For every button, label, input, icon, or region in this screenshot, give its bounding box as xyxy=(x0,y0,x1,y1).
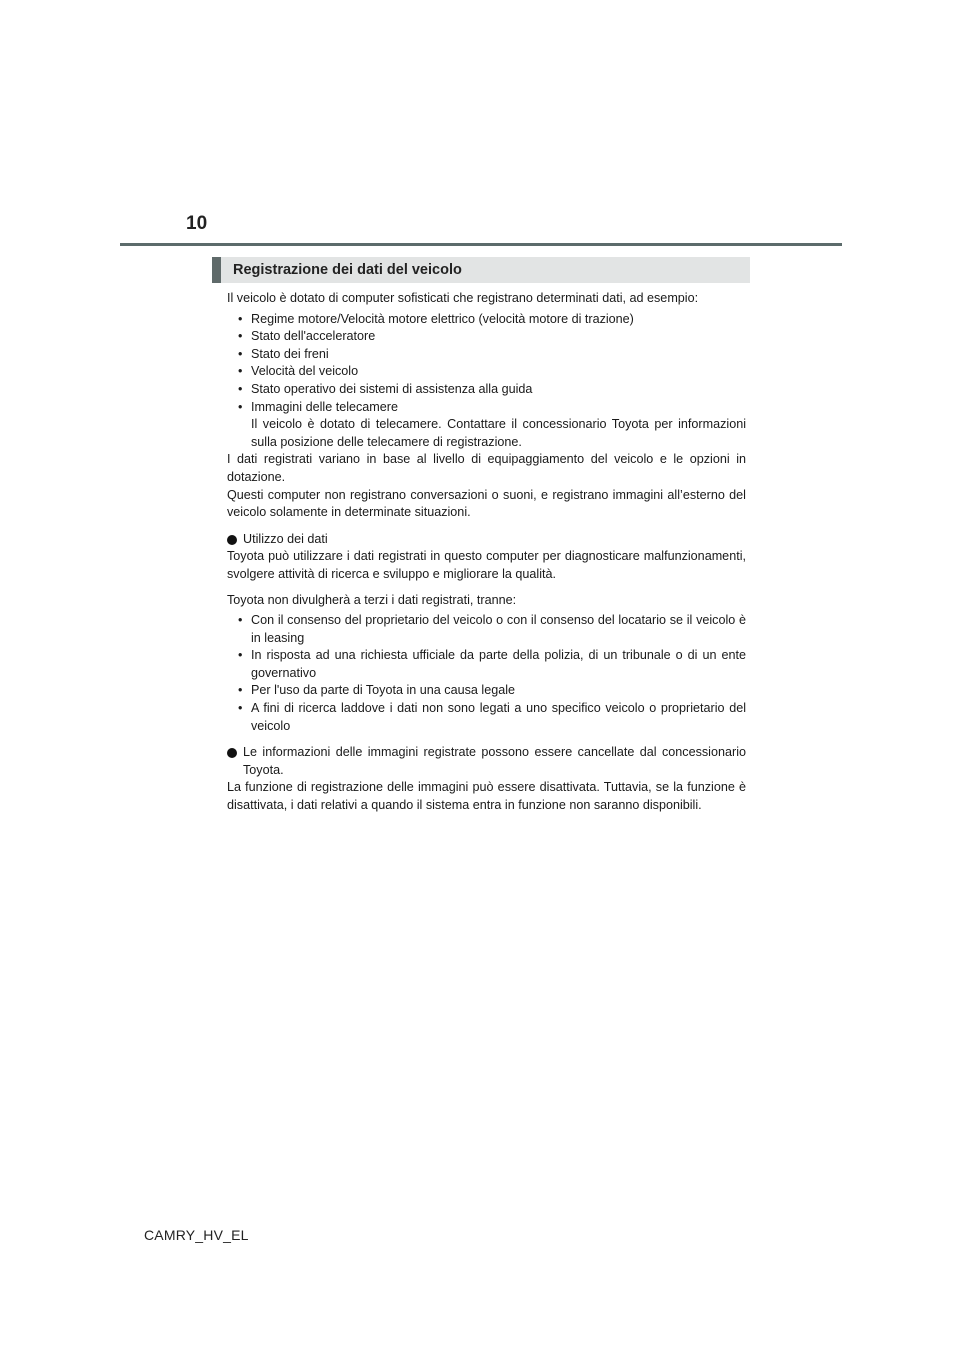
section-title: Registrazione dei dati del veicolo xyxy=(212,257,750,283)
bullet-dot-icon xyxy=(227,748,237,758)
list-item: • Con il consenso del proprietario del veicolo o con il consenso del locatario se il veicolo è in leasing xyxy=(227,612,746,647)
intro-paragraph: Il veicolo è dotato di computer sofisticati che registrano determinati dati, ad esempio: xyxy=(227,291,699,305)
erase-note xyxy=(227,744,746,779)
list-item-label: • Immagini delle telecamere xyxy=(251,399,398,414)
list-item: • In risposta ad una richiesta ufficiale da parte della polizia, di un tribunale o di un ente governativo xyxy=(227,647,746,682)
list-item: • Stato dell'acceleratore xyxy=(227,328,746,346)
bullet-dot-icon xyxy=(227,535,237,545)
usage-heading xyxy=(227,531,746,549)
erase-note-text: Le informazioni delle immagini registrate possono essere cancellate dal concessionario Toyota. xyxy=(243,745,746,777)
list-item: • Stato dei freni xyxy=(227,346,746,364)
usage-paragraph: Toyota può utilizzare i dati registrati in questo computer per diagnosticare malfunzionamenti, svolgere attività di ricerca e sviluppo e migliorare la qualità. xyxy=(227,549,746,581)
no-audio-paragraph: Questi computer non registrano conversazioni o suoni, e registrano immagini all’esterno del veicolo solamente in determinate situazioni. xyxy=(227,487,746,520)
list-item: • A fini di ricerca laddove i dati non sono legati a uno specifico veicolo o proprietario del veicolo xyxy=(227,700,746,735)
list-item: • Stato operativo dei sistemi di assistenza alla guida xyxy=(227,381,746,399)
recorded-data-list xyxy=(227,311,746,452)
list-item: • Regime motore/Velocità motore elettrico (velocità motore di trazione) xyxy=(227,311,746,329)
footer-code: CAMRY_HV_EL xyxy=(144,1227,249,1243)
exceptions-list xyxy=(227,612,746,735)
body-text xyxy=(227,290,746,815)
header-rule xyxy=(120,243,842,246)
disclosure-intro: Toyota non divulgherà a terzi i dati registrati, tranne: xyxy=(227,592,517,607)
equipment-paragraph: I dati registrati variano in base al livello di equipaggiamento del veicolo e le opzioni in dotazione. xyxy=(227,452,746,484)
camera-note: Il veicolo è dotato di telecamere. Contattare il concessionario Toyota per informazioni sulla posizione delle telecamere di registrazione. xyxy=(251,417,746,449)
list-item: • Per l'uso da parte di Toyota in una causa legale xyxy=(227,682,746,700)
usage-heading-label: Utilizzo dei dati xyxy=(243,531,328,546)
page-number: 10 xyxy=(186,213,208,234)
list-item: • Velocità del veicolo xyxy=(227,363,746,381)
list-item xyxy=(227,399,746,452)
disable-paragraph: La funzione di registrazione delle immagini può essere disattivata. Tuttavia, se la funzione è disattivata, i dati relativi a quando il sistema entra in funzione non saranno disponibili. xyxy=(227,780,746,813)
